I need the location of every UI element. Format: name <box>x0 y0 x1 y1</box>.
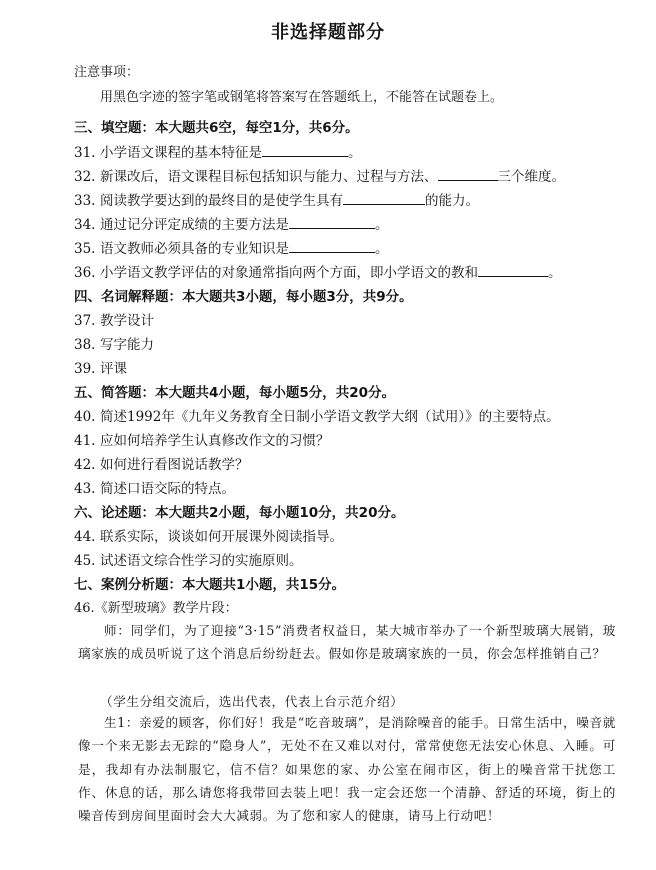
question-text: 如何进行看图说话教学？ <box>100 457 249 473</box>
answer-blank <box>262 144 348 157</box>
question-text: 新课改后，语文课程目标包括知识与能力、过程与方法、 <box>100 169 438 185</box>
case-title: 46.《新型玻璃》教学片段： <box>74 601 238 616</box>
question-text: 通过记分评定成绩的主要方法是 <box>100 217 289 233</box>
notice-text: 用黑色字迹的签字笔或钢笔将答案写在答题纸上，不能答在试题卷上。 <box>100 90 504 105</box>
notice-heading: 注意事项： <box>74 65 140 80</box>
question-39 <box>74 357 127 377</box>
question-text: 试述语文综合性学习的实施原则。 <box>100 553 303 569</box>
question-text: 写字能力 <box>100 337 154 353</box>
question-text: 语文教师必须具备的专业知识是 <box>100 241 289 257</box>
answer-blank <box>343 192 425 205</box>
question-31 <box>74 141 362 161</box>
teacher-paragraph: 师：同学们，为了迎接“3·15”消费者权益日，某大城市举办了一个新型玻璃大展销，玻璃家族的成员听说了这个消息后纷纷赶去。假如你是玻璃家族的一员，你会怎样推销自己？ <box>78 623 616 662</box>
question-text: 评课 <box>100 361 127 377</box>
question-41 <box>74 429 330 449</box>
answer-blank <box>289 240 375 253</box>
question-number: 34. <box>74 217 96 233</box>
question-number: 33. <box>74 193 96 209</box>
question-36 <box>74 261 562 281</box>
question-suffix: 。 <box>348 145 362 161</box>
question-suffix: 的能力。 <box>425 193 479 209</box>
question-text: 阅读教学要达到的最终目的是使学生具有 <box>100 193 343 209</box>
question-number: 39. <box>74 361 96 377</box>
question-text: 联系实际，谈谈如何开展课外阅读指导。 <box>100 529 343 545</box>
section-heading-essay: 六、论述题：本大题共2小题，每小题10分，共20分。 <box>74 505 405 521</box>
question-text: 应如何培养学生认真修改作文的习惯？ <box>100 433 330 449</box>
section-heading-case-analysis: 七、案例分析题：本大题共1小题，共15分。 <box>74 577 346 593</box>
question-suffix: 三个维度。 <box>497 169 565 185</box>
question-34 <box>74 213 389 233</box>
question-number: 40. <box>74 409 96 425</box>
question-37 <box>74 309 154 329</box>
section-heading-short-answer: 五、简答题：本大题共4小题，每小题5分，共20分。 <box>74 385 396 401</box>
question-45 <box>74 549 303 569</box>
question-44 <box>74 525 343 545</box>
question-text: 教学设计 <box>100 313 154 329</box>
page-title: 非选择题部分 <box>271 22 385 43</box>
question-number: 44. <box>74 529 96 545</box>
question-35 <box>74 237 389 257</box>
question-text: 小学语文教学评估的对象通常指向两个方面，即小学语文的教和 <box>100 265 478 281</box>
section-heading-fill-blank: 三、填空题：本大题共6空，每空1分，共6分。 <box>74 120 359 136</box>
question-38 <box>74 333 154 353</box>
question-number: 42. <box>74 457 96 473</box>
student-paragraph: 生1：亲爱的顾客，你们好！我是“吃音玻璃”，是消除噪音的能手。日常生活中，噪音就像一个来无影去无踪的“隐身人”，无处不在又难以对付，常常使您无法安心休息、入睡。可是，我却有办法制服它，信不信？如果您的家、办公室在闹市区，街上的噪音常干扰您工作、休息的话，那么请您将我带回去装上吧！我一定会还您一个清静、舒适的环境，街上的噪音传到房间里面时会大大减弱。为了您和家人的健康，请马上行动吧！ <box>78 715 616 824</box>
question-33 <box>74 189 479 209</box>
question-number: 31. <box>74 145 96 161</box>
question-number: 38. <box>74 337 96 353</box>
answer-blank <box>438 168 498 181</box>
question-number: 32. <box>74 169 96 185</box>
answer-blank <box>478 264 548 277</box>
question-number: 37. <box>74 313 96 329</box>
question-text: 小学语文课程的基本特征是 <box>100 145 262 161</box>
question-number: 41. <box>74 433 96 449</box>
question-suffix: 。 <box>375 217 389 233</box>
section-heading-term-definition: 四、名词解释题：本大题共3小题，每小题3分，共9分。 <box>74 289 413 305</box>
question-32 <box>74 165 565 185</box>
question-number: 43. <box>74 481 96 497</box>
question-number: 36. <box>74 265 96 281</box>
question-number: 45. <box>74 553 96 569</box>
question-suffix: 。 <box>375 241 389 257</box>
question-suffix: 。 <box>548 265 562 281</box>
question-text: 简述口语交际的特点。 <box>100 481 235 497</box>
question-40 <box>74 405 560 425</box>
stage-direction: （学生分组交流后，选出代表，代表上台示范介绍） <box>100 694 404 709</box>
question-number: 35. <box>74 241 96 257</box>
question-43 <box>74 477 235 497</box>
question-42 <box>74 453 249 473</box>
question-text: 简述1992年《九年义务教育全日制小学语文教学大纲（试用）》的主要特点。 <box>100 409 560 425</box>
answer-blank <box>289 216 375 229</box>
